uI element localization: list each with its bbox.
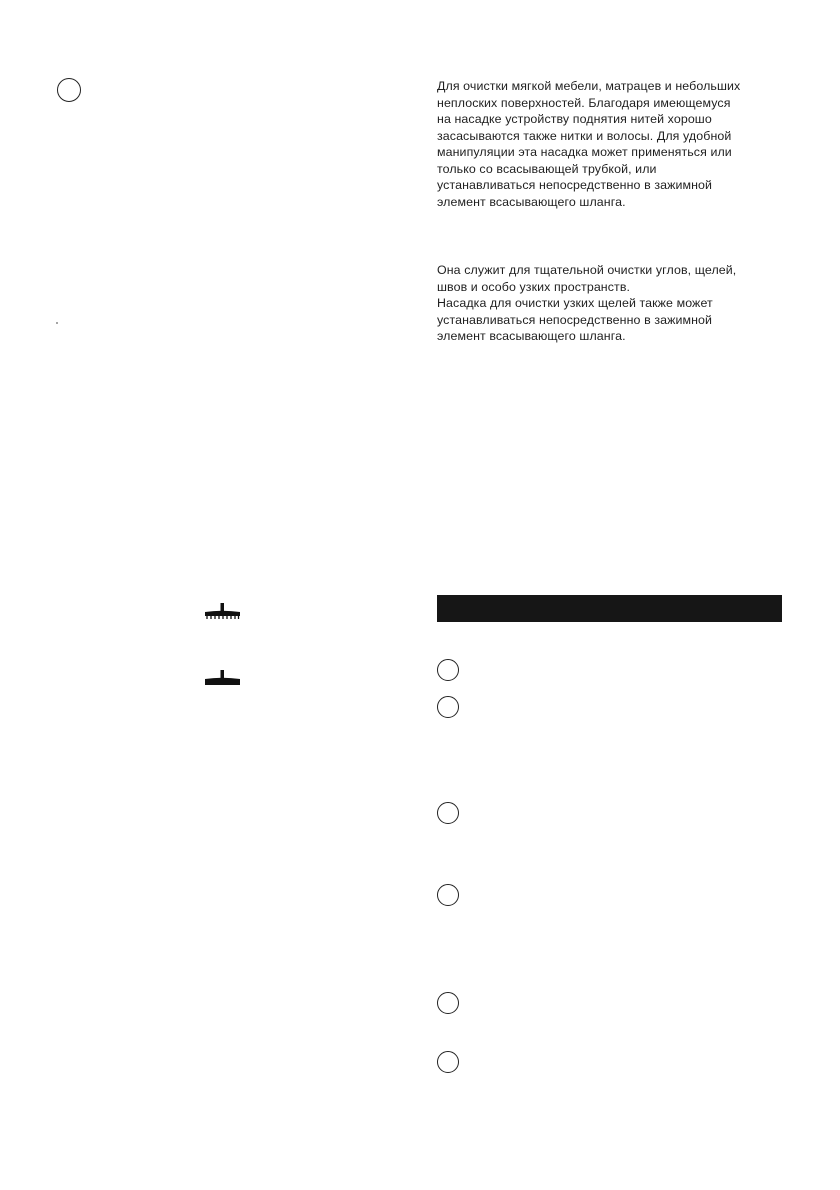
text-line: неплоских поверхностей. Благодаря имеющемуся — [437, 95, 731, 110]
step-marker-circle — [437, 659, 459, 681]
text-line: устанавливаться непосредственно в зажимной — [437, 312, 713, 327]
step-marker-circle — [437, 884, 459, 906]
upholstery-nozzle-paragraph — [437, 78, 797, 210]
text-line: Для очистки мягкой мебели, матрацев и небольших — [437, 79, 741, 93]
step-marker-circle — [437, 992, 459, 1014]
text-line: Она служит для тщательной очистки углов, щелей, — [437, 263, 737, 277]
text-line: Насадка для очистки узких щелей также может — [437, 296, 713, 310]
step-marker-circle — [437, 1051, 459, 1073]
text-line: устанавливаться непосредственно в зажимной — [437, 178, 713, 192]
text-line: элемент всасывающего шланга. — [437, 194, 626, 209]
step-marker-circle — [437, 696, 459, 718]
text-line: элемент всасывающего шланга. — [437, 329, 626, 343]
step-marker-circle — [57, 78, 81, 102]
text-line: засасываются также нитки и волосы. Для удобной — [437, 128, 732, 143]
text-line: только со всасывающей трубкой, или — [437, 161, 657, 176]
floor-nozzle-brush-icon — [203, 603, 243, 623]
step-marker-circle — [437, 802, 459, 824]
text-line: швов и особо узких пространств. — [437, 279, 631, 294]
section-heading-bar — [437, 595, 782, 622]
text-line: манипуляции эта насадка может применяться или — [437, 145, 732, 159]
text-line: на насадке устройству поднятия нитей хорошо — [437, 112, 712, 126]
crevice-nozzle-paragraph — [437, 262, 797, 345]
stray-dot — [56, 322, 58, 324]
floor-nozzle-flat-icon — [203, 670, 243, 690]
